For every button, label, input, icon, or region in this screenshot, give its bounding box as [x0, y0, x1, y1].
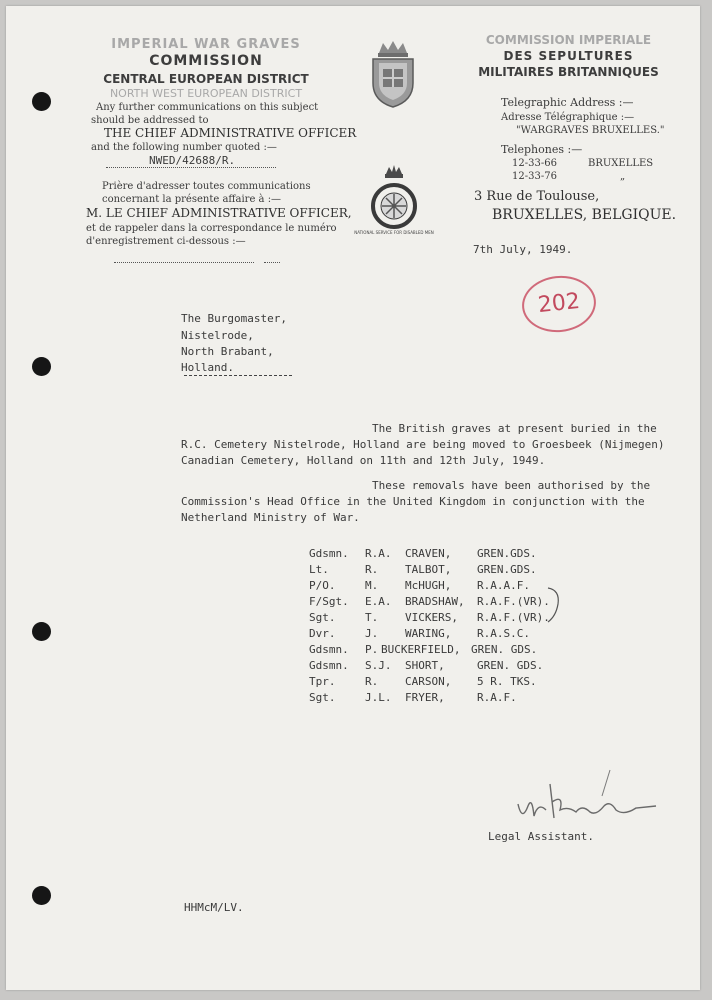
grave-unit: R.A.F.(VR).: [477, 595, 550, 608]
adresse-telegraphique-label: Adresse Télégraphique :—: [501, 112, 635, 123]
grave-surname: BRADSHAW,: [405, 595, 465, 608]
grave-unit: GREN. GDS.: [477, 659, 544, 672]
grave-surname: CARSON,: [405, 675, 452, 688]
grave-initials: R.: [365, 675, 379, 688]
recipient-line3: North Brabant,: [181, 345, 274, 358]
signature-scrawl: [506, 766, 666, 832]
grave-rank: P/O.: [309, 579, 336, 592]
instructions-fr-line3: et de rappeler dans la correspondance le numéro: [86, 223, 337, 234]
registry-stamp: 202: [519, 272, 598, 335]
phone1: 12-33-66: [512, 158, 557, 169]
grave-initials: S.J.: [365, 659, 392, 672]
grave-surname: McHUGH,: [405, 579, 452, 592]
header-left-line3: CENTRAL EUROPEAN DISTRICT: [103, 72, 309, 86]
grave-initials: M.: [365, 579, 379, 592]
grave-surname: SHORT,: [405, 659, 445, 672]
punch-hole-2: [32, 357, 51, 376]
recipient-line2: Nistelrode,: [181, 329, 254, 342]
crown-emblem-icon: [367, 39, 419, 109]
grave-initials: E.A.: [365, 595, 392, 608]
grave-surname: TALBOT,: [405, 563, 452, 576]
typist-reference: HHMcM/LV.: [184, 901, 244, 914]
instructions-fr-line1: Prière d'adresser toutes communications: [102, 181, 311, 192]
header-right-line3: MILITAIRES BRITANNIQUES: [478, 65, 659, 79]
header-right-line1: COMMISSION IMPERIALE: [485, 33, 652, 47]
grave-initials: R.A.: [365, 547, 392, 560]
national-service-seal-icon: [354, 164, 434, 236]
grave-surname: VICKERS,: [405, 611, 458, 624]
telegraphic-address-label: Telegraphic Address :—: [501, 96, 634, 109]
body-p2-line3: Netherland Ministry of War.: [181, 511, 360, 524]
grave-initials: T.: [365, 611, 379, 624]
body-p2-line2: Commission's Head Office in the United Kingdom in conjunction with the: [181, 495, 645, 508]
seal-text: NATIONAL SERVICE FOR DISABLED MEN: [354, 230, 434, 235]
letter-page: [6, 6, 700, 990]
punch-hole-1: [32, 92, 51, 111]
body-p1-line3: Canadian Cemetery, Holland on 11th and 12th July, 1949.: [181, 454, 546, 467]
punch-hole-3: [32, 622, 51, 641]
body-p2-line1: These removals have been authorised by the: [372, 479, 651, 492]
grave-surname: BUCKERFIELD,: [381, 643, 461, 656]
instructions-fr-line4: d'enregistrement ci-dessous :—: [86, 236, 246, 247]
reference-number: NWED/42688/R.: [149, 154, 236, 167]
header-right-line2: DES SEPULTURES: [503, 49, 634, 63]
instructions-en-line3: and the following number quoted :—: [91, 142, 277, 153]
header-left-line1: IMPERIAL WAR GRAVES: [111, 37, 301, 52]
grave-unit: 5 R. TKS.: [477, 675, 537, 688]
instructions-fr-line2: concernant la présente affaire à :—: [102, 194, 282, 205]
grave-unit: R.A.F.: [477, 691, 517, 704]
grave-unit: R.A.A.F.: [477, 579, 530, 592]
phone1-city: BRUXELLES: [588, 158, 654, 169]
punch-hole-4: [32, 886, 51, 905]
address-street: 3 Rue de Toulouse,: [474, 189, 600, 204]
grave-initials: P.: [365, 643, 379, 656]
grave-initials: J.: [365, 627, 379, 640]
grave-rank: Sgt.: [309, 611, 336, 624]
grave-unit: GREN.GDS.: [477, 563, 537, 576]
header-left-line4: NORTH WEST EUROPEAN DISTRICT: [109, 87, 303, 100]
address-city: BRUXELLES, BELGIQUE.: [492, 207, 677, 223]
body-p1-line1: The British graves at present buried in the: [372, 422, 657, 435]
grave-rank: Gdsmn.: [309, 547, 349, 560]
grave-initials: R.: [365, 563, 379, 576]
grave-rank: Dvr.: [309, 627, 336, 640]
header-left-line2: COMMISSION: [149, 53, 263, 69]
grave-rank: Sgt.: [309, 691, 336, 704]
recipient-line4: Holland.: [181, 361, 234, 374]
grave-surname: WARING,: [405, 627, 452, 640]
grave-initials: J.L.: [365, 691, 392, 704]
grave-rank: F/Sgt.: [309, 595, 349, 608]
grave-unit: GREN. GDS.: [471, 643, 538, 656]
instructions-en-line1: Any further communications on this subject: [96, 102, 319, 113]
grave-rank: Tpr.: [309, 675, 336, 688]
phone2: 12-33-76: [512, 171, 557, 182]
instructions-en-line2: should be addressed to: [91, 115, 209, 126]
grave-unit: R.A.F.(VR).: [477, 611, 550, 624]
phone2-city: „: [620, 171, 626, 182]
body-p1-line2: R.C. Cemetery Nistelrode, Holland are being moved to Groesbeek (Nijmegen): [181, 438, 665, 451]
grave-rank: Lt.: [309, 563, 329, 576]
signatory-title: Legal Assistant.: [488, 830, 594, 843]
recipient-line1: The Burgomaster,: [181, 312, 287, 325]
chief-officer-en: THE CHIEF ADMINISTRATIVE OFFICER: [104, 126, 357, 140]
grave-unit: R.A.S.C.: [477, 627, 530, 640]
telephones-label: Telephones :—: [501, 143, 583, 156]
grave-rank: Gdsmn.: [309, 643, 349, 656]
telegram-name: "WARGRAVES BRUXELLES.": [516, 125, 665, 136]
handwritten-bracket-mark: [546, 582, 566, 626]
grave-rank: Gdsmn.: [309, 659, 349, 672]
chief-officer-fr: M. LE CHIEF ADMINISTRATIVE OFFICER,: [86, 206, 352, 220]
grave-surname: CRAVEN,: [405, 547, 452, 560]
grave-surname: FRYER,: [405, 691, 445, 704]
grave-unit: GREN.GDS.: [477, 547, 537, 560]
letter-date: 7th July, 1949.: [473, 243, 573, 256]
